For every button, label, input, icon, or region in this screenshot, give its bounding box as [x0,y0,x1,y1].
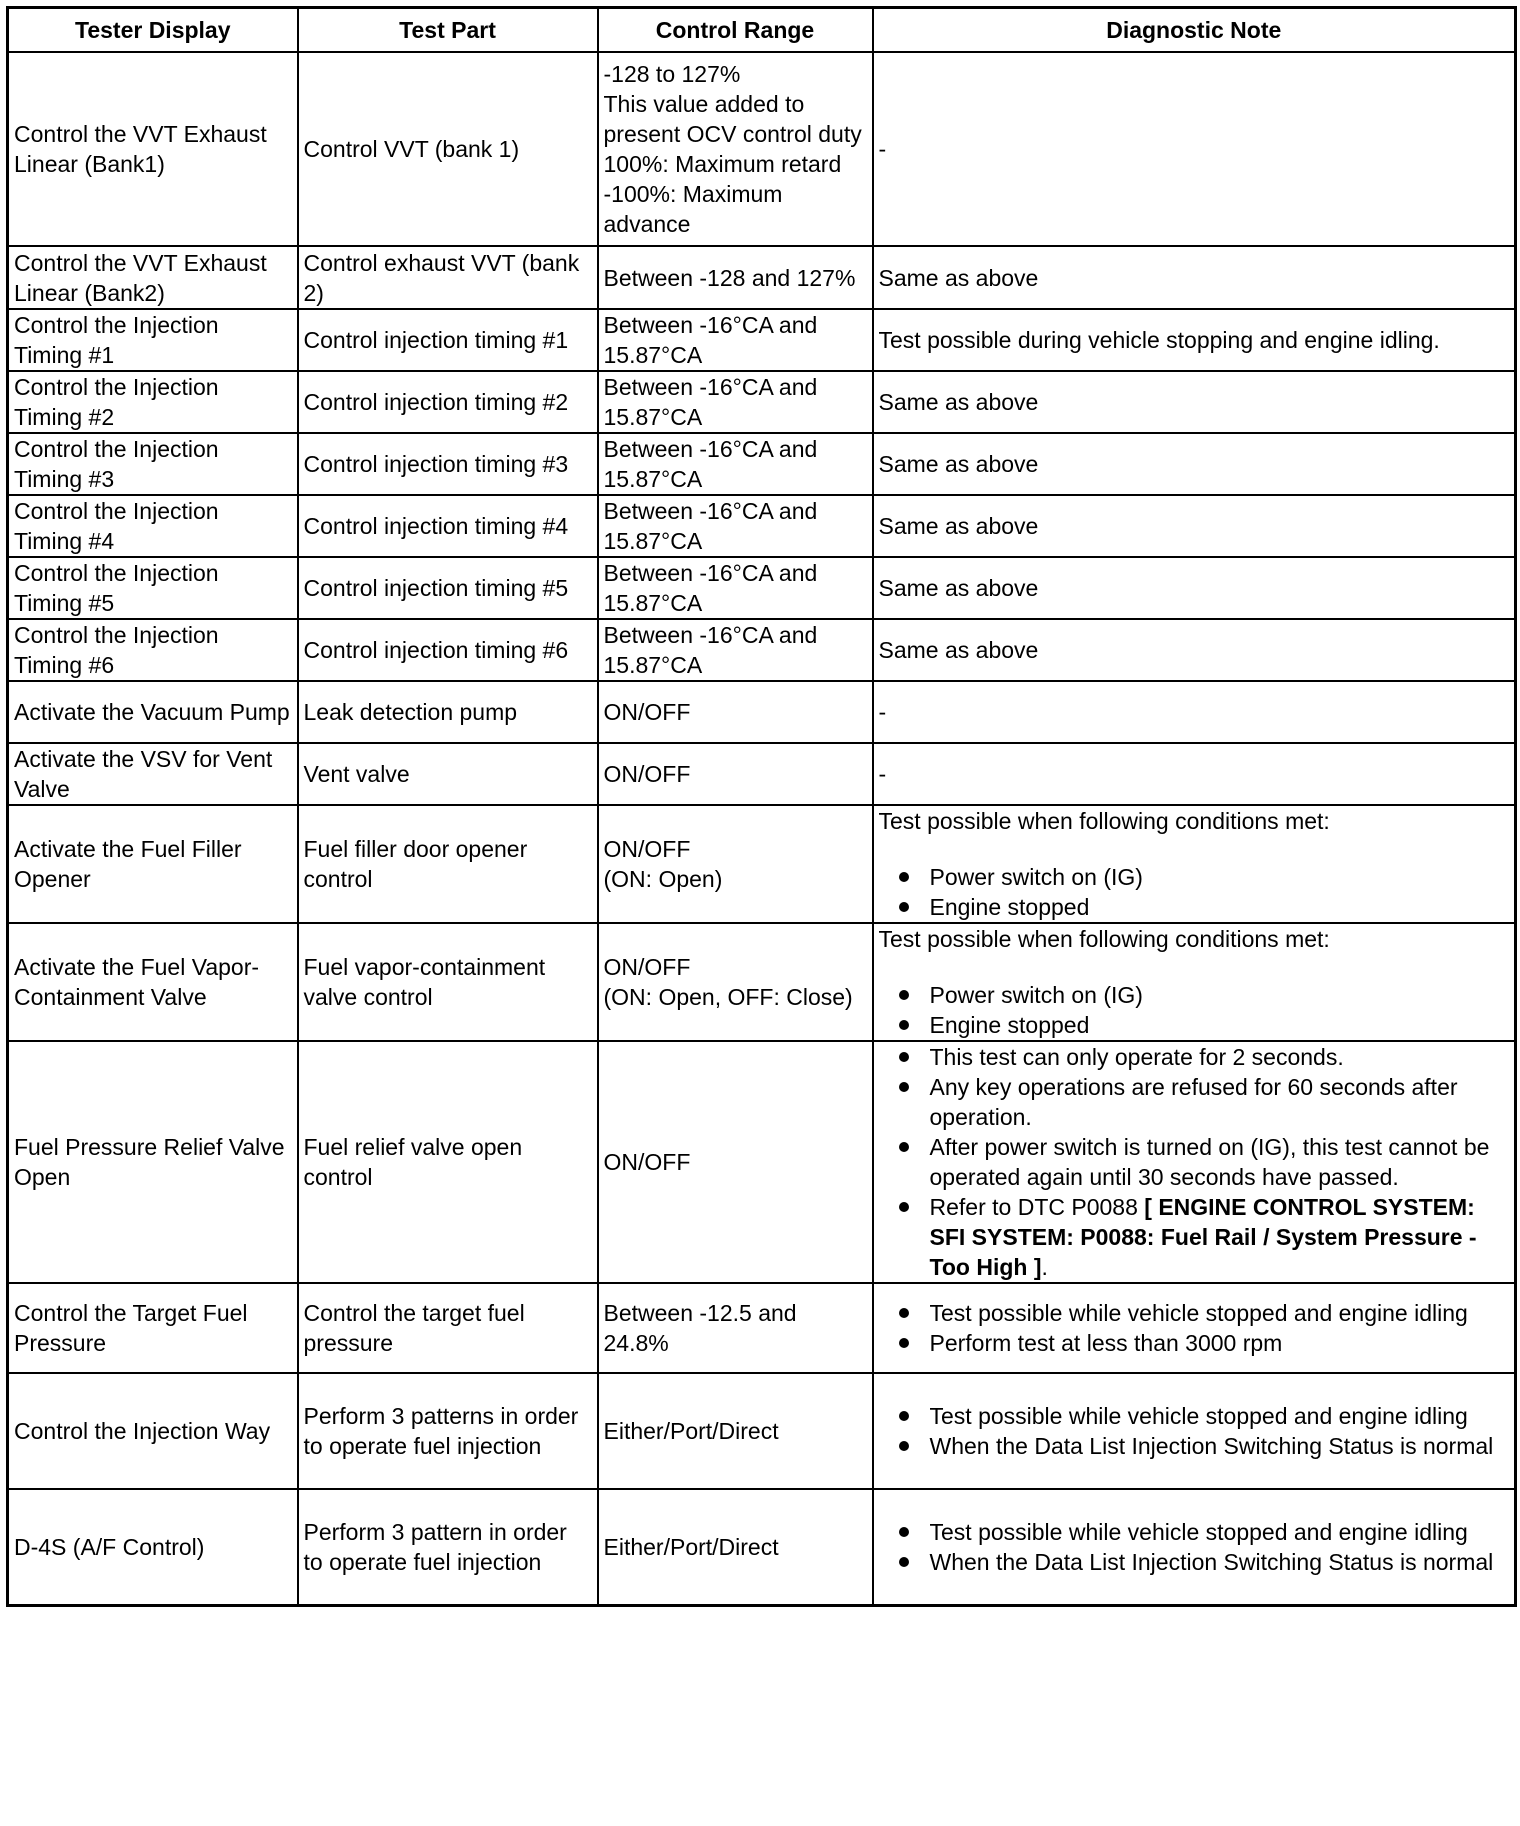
list-item [879,1072,1510,1132]
cell-control-range [598,1283,873,1373]
control-range-line: Between -16°CA and 15.87°CA [603,498,818,554]
cell-control-range [598,923,873,1041]
cell-tester-display: Control the Injection Timing #4 [8,495,298,557]
table-row [8,433,1516,495]
list-item [879,1042,1510,1072]
cell-diagnostic-note [873,923,1516,1041]
control-range-line: Between -16°CA and 15.87°CA [603,622,818,678]
cell-test-part: Fuel vapor-containment valve control [298,923,598,1041]
list-item [879,1192,1510,1282]
cell-test-part: Vent valve [298,743,598,805]
control-range-line: ON/OFF [603,699,691,725]
bullet-icon [899,1411,909,1421]
cell-control-range [598,495,873,557]
bullet-text: Test possible while vehicle stopped and engine idling [929,1518,1468,1545]
control-range-line: (ON: Open) [603,866,723,892]
cell-diagnostic-note [873,433,1516,495]
bullet-list [879,1042,1510,1282]
cell-diagnostic-note [873,805,1516,923]
list-item [879,1328,1510,1358]
cell-tester-display: Control the VVT Exhaust Linear (Bank1) [8,52,298,246]
cell-tester-display: Control the Injection Timing #3 [8,433,298,495]
bullet-text: Test possible while vehicle stopped and engine idling [929,1300,1468,1326]
bullet-icon [899,1202,909,1212]
table-row [8,309,1516,371]
cell-tester-display: Control the Target Fuel Pressure [8,1283,298,1373]
control-range-line: This value added to present OCV control duty [603,91,862,147]
table-row [8,681,1516,743]
cell-test-part: Fuel filler door opener control [298,805,598,923]
diagnostic-note-text: - [878,699,887,725]
cell-control-range [598,1373,873,1489]
list-item [879,1431,1510,1461]
header-tester-display: Tester Display [8,8,298,53]
bullet-icon [899,1557,909,1567]
cell-test-part: Fuel relief valve open control [298,1041,598,1283]
control-range-line: 100%: Maximum retard [603,151,842,177]
bullet-list [879,980,1510,1040]
cell-tester-display: Fuel Pressure Relief Valve Open [8,1041,298,1283]
cell-test-part: Control injection timing #3 [298,433,598,495]
cell-diagnostic-note [873,371,1516,433]
list-item [879,980,1510,1010]
cell-tester-display: Control the Injection Timing #5 [8,557,298,619]
cell-test-part: Control the target fuel pressure [298,1283,598,1373]
cell-tester-display: D-4S (A/F Control) [8,1489,298,1605]
table-row [8,495,1516,557]
bullet-text: Perform test at less than 3000 rpm [929,1330,1283,1356]
cell-control-range [598,309,873,371]
cell-tester-display: Activate the Fuel Vapor-Containment Valve [8,923,298,1041]
cell-tester-display: Activate the Fuel Filler Opener [8,805,298,923]
diagnostic-note-text: Same as above [878,575,1039,601]
bullet-text: Power switch on (IG) [929,864,1143,890]
cell-control-range [598,557,873,619]
control-range-line: Between -128 and 127% [603,264,856,291]
control-range-line: Between -12.5 and 24.8% [603,1300,797,1356]
control-range-line: Between -16°CA and 15.87°CA [603,436,818,492]
cell-diagnostic-note [873,1041,1516,1283]
bullet-text: After power switch is turned on (IG), this test cannot be operated again until 30 seconds have passed. [929,1134,1490,1190]
header-control-range: Control Range [598,8,873,53]
cell-diagnostic-note [873,246,1516,309]
cell-test-part: Control injection timing #4 [298,495,598,557]
control-range-line: ON/OFF [603,761,691,787]
control-range-line: ON/OFF [603,836,691,862]
cell-diagnostic-note [873,52,1516,246]
control-range-line: (ON: Open, OFF: Close) [603,984,853,1010]
bullet-icon [899,1441,909,1451]
table-row [8,557,1516,619]
cell-test-part: Perform 3 pattern in order to operate fuel injection [298,1489,598,1605]
table-row [8,1373,1516,1489]
cell-test-part: Perform 3 patterns in order to operate fuel injection [298,1373,598,1489]
cell-tester-display: Activate the Vacuum Pump [8,681,298,743]
table-row [8,743,1516,805]
cell-test-part: Control injection timing #5 [298,557,598,619]
table-row [8,246,1516,309]
active-test-table [6,6,1517,1607]
control-range-line: ON/OFF [603,1149,691,1175]
cell-control-range [598,743,873,805]
cell-diagnostic-note [873,1489,1516,1605]
diagnostic-note-text: Test possible when following conditions met: [878,926,1330,952]
header-test-part: Test Part [298,8,598,53]
diagnostic-note-text: Test possible when following conditions met: [878,808,1330,834]
cell-tester-display: Control the Injection Timing #1 [8,309,298,371]
cell-control-range [598,246,873,309]
cell-diagnostic-note [873,1283,1516,1373]
cell-tester-display: Control the Injection Way [8,1373,298,1489]
cell-control-range [598,52,873,246]
bullet-text: When the Data List Injection Switching Status is normal [929,1548,1494,1575]
cell-diagnostic-note [873,557,1516,619]
cell-control-range [598,371,873,433]
bullet-icon [899,902,909,912]
table-row [8,619,1516,681]
list-item [879,862,1510,892]
cell-diagnostic-note [873,743,1516,805]
cell-tester-display: Control the Injection Timing #6 [8,619,298,681]
list-item [879,1010,1510,1040]
reference-prefix: Refer to DTC P0088 [929,1194,1145,1220]
cell-test-part: Control injection timing #6 [298,619,598,681]
diagnostic-note-text: Same as above [878,637,1039,663]
cell-diagnostic-note [873,681,1516,743]
header-diagnostic-note: Diagnostic Note [873,8,1516,53]
table-row [8,923,1516,1041]
header-row [8,8,1516,53]
diagnostic-note-text: Same as above [878,389,1039,415]
table-row [8,1489,1516,1605]
diagnostic-note-text: - [878,761,887,787]
cell-control-range [598,681,873,743]
bullet-text: Power switch on (IG) [929,982,1143,1008]
control-range-line: ON/OFF [603,954,691,980]
bullet-list [879,862,1510,922]
diagnostic-note-text: Same as above [878,451,1039,477]
table-row [8,1283,1516,1373]
bullet-text: When the Data List Injection Switching Status is normal [929,1433,1494,1459]
cell-diagnostic-note [873,495,1516,557]
cell-test-part: Leak detection pump [298,681,598,743]
dtc-reference-link[interactable]: [ ENGINE CONTROL SYSTEM: SFI SYSTEM: P0088: Fuel Rail / System Pressure - Too High ] [929,1194,1477,1280]
list-item [879,1401,1510,1431]
bullet-icon [899,1308,909,1318]
bullet-icon [899,1527,909,1537]
table-row [8,52,1516,246]
cell-test-part: Control VVT (bank 1) [298,52,598,246]
table-row [8,805,1516,923]
bullet-list [879,1401,1510,1461]
diagnostic-note-text: Same as above [878,513,1039,539]
table-body [8,52,1516,1605]
cell-test-part: Control exhaust VVT (bank 2) [298,246,598,309]
list-item [879,1298,1510,1328]
cell-test-part: Control injection timing #2 [298,371,598,433]
cell-control-range [598,805,873,923]
list-item [879,892,1510,922]
bullet-icon [899,872,909,882]
bullet-text: Test possible while vehicle stopped and engine idling [929,1403,1468,1429]
cell-diagnostic-note [873,1373,1516,1489]
bullet-text: Engine stopped [929,1012,1090,1038]
table-row [8,1041,1516,1283]
bullet-list [879,1517,1510,1577]
cell-tester-display: Activate the VSV for Vent Valve [8,743,298,805]
control-range-line: Between -16°CA and 15.87°CA [603,374,818,430]
diagnostic-note-text: Same as above [878,264,1039,291]
cell-control-range [598,1489,873,1605]
diagnostic-note-text: Test possible during vehicle stopping and engine idling. [878,327,1440,353]
bullet-icon [899,1142,909,1152]
cell-diagnostic-note [873,619,1516,681]
bullet-text: Any key operations are refused for 60 seconds after operation. [929,1074,1458,1130]
control-range-line: Either/Port/Direct [603,1418,779,1444]
cell-control-range [598,1041,873,1283]
control-range-line: Between -16°CA and 15.87°CA [603,312,818,368]
bullet-list [879,1298,1510,1358]
cell-control-range [598,619,873,681]
control-range-line: Between -16°CA and 15.87°CA [603,560,818,616]
cell-test-part: Control injection timing #1 [298,309,598,371]
list-item [879,1517,1510,1547]
bullet-text: This test can only operate for 2 seconds. [929,1044,1344,1070]
bullet-icon [899,1338,909,1348]
diagnostic-note-text: - [878,136,887,162]
cell-tester-display: Control the Injection Timing #2 [8,371,298,433]
table-row [8,371,1516,433]
control-range-line: -128 to 127% [603,61,741,87]
control-range-line: -100%: Maximum advance [603,181,783,237]
bullet-icon [899,1052,909,1062]
list-item [879,1132,1510,1192]
list-item [879,1547,1510,1577]
bullet-icon [899,990,909,1000]
control-range-line: Either/Port/Direct [603,1533,779,1560]
cell-diagnostic-note [873,309,1516,371]
reference-suffix: . [1041,1254,1048,1280]
bullet-text: Engine stopped [929,894,1090,920]
cell-control-range [598,433,873,495]
bullet-icon [899,1020,909,1030]
bullet-icon [899,1082,909,1092]
cell-tester-display: Control the VVT Exhaust Linear (Bank2) [8,246,298,309]
